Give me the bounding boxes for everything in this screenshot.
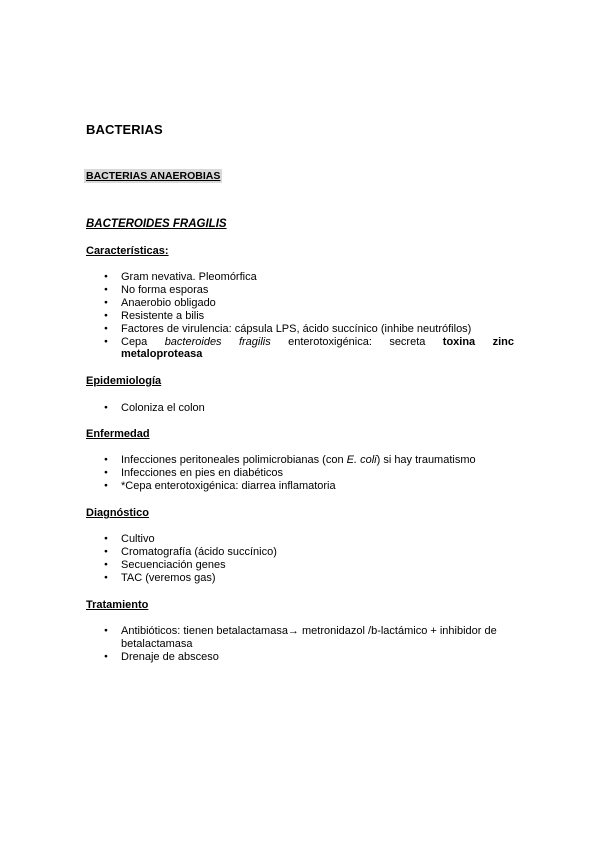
caracteristicas-heading: Características: (86, 245, 169, 257)
cepa-word: bacteroides (164, 335, 222, 348)
list-item: ● No forma esporas (104, 284, 514, 297)
list-item-cepa (104, 336, 514, 362)
cepa-word: enterotoxigénica: (288, 335, 372, 348)
list-item: ● Anaerobio obligado (104, 297, 514, 310)
list-item: ● Cromatografía (ácido succínico) (104, 546, 514, 559)
caracteristicas-list (104, 271, 514, 361)
tratamiento-heading: Tratamiento (86, 599, 149, 611)
document-title: BACTERIAS (86, 122, 163, 137)
item-line: ● Antibióticos: tienen betalactamasa→ metronidazol /b-lactámico + inhibidor de (121, 625, 497, 637)
list-item: ● Infecciones en pies en diabéticos (104, 467, 514, 480)
cepa-word: ● Cepa (121, 335, 148, 348)
list-item: ● Coloniza el colon (104, 402, 514, 415)
enfermedad-list (104, 454, 514, 493)
section-title: BACTERIAS ANAEROBIAS (86, 170, 221, 182)
diagnostico-list (104, 533, 514, 585)
list-item: ● Resistente a bilis (104, 310, 514, 323)
item-text: ) si hay traumatismo (376, 454, 476, 466)
list-item: ● Drenaje de absceso (104, 651, 514, 664)
diagnostico-heading: Diagnóstico (86, 507, 149, 519)
list-item: ● *Cepa enterotoxigénica: diarrea inflamatoria (104, 480, 514, 493)
tratamiento-list (104, 625, 514, 664)
enfermedad-heading: Enfermedad (86, 428, 150, 440)
cepa-word: zinc (492, 335, 514, 348)
cepa-line-1 (121, 336, 514, 349)
list-item: ● Secuenciación genes (104, 559, 514, 572)
epidemiologia-heading: Epidemiología (86, 375, 162, 387)
list-item: ● Gram nevativa. Pleomórfica (104, 271, 514, 284)
epidemiologia-list (104, 402, 514, 415)
cepa-word: secreta (389, 335, 426, 348)
list-item: ● Factores de virulencia: cápsula LPS, ácido succínico (inhibe neutrófilos) (104, 323, 514, 336)
list-item: ● TAC (veremos gas) (104, 572, 514, 585)
item-line: betalactamasa (121, 637, 193, 650)
cepa-word: toxina (442, 335, 476, 348)
list-item (104, 454, 514, 467)
cepa-line-2: metaloproteasa (121, 348, 203, 361)
list-item: ● Cultivo (104, 533, 514, 546)
cepa-word: fragilis (238, 335, 271, 348)
list-item (104, 625, 514, 651)
item-text-italic: E. coli (346, 454, 377, 466)
item-text: Infecciones peritoneales polimicrobianas (con (121, 454, 347, 466)
organism-heading: BACTEROIDES FRAGILIS (86, 218, 227, 230)
